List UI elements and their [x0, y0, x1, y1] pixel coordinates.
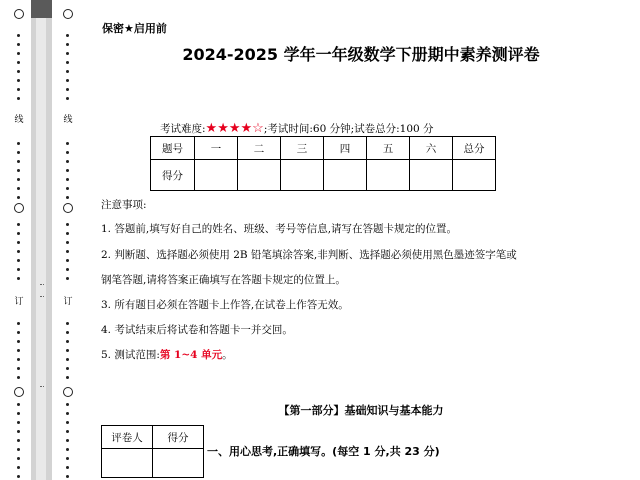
cut-line-dot	[66, 349, 69, 352]
score-cell	[367, 160, 410, 191]
cut-line-dot	[17, 250, 20, 253]
cut-line-dot	[66, 52, 69, 55]
cut-line-inner	[63, 0, 73, 480]
cut-line-dot	[17, 259, 20, 262]
score-cell	[238, 160, 281, 191]
margin-label-line-outer: 线	[13, 112, 25, 125]
page-title: 2024-2025 学年一年级数学下册期中素养测评卷	[182, 45, 540, 64]
cut-line-dot	[17, 367, 20, 370]
cut-line-dot	[66, 277, 69, 280]
cut-line-dot	[17, 475, 20, 478]
note-item: 3. 所有题目必须在答题卡上作答,在试卷上作答无效。	[101, 299, 349, 311]
cut-line-dot	[17, 358, 20, 361]
cut-line-dot	[17, 322, 20, 325]
cut-line-dot	[17, 466, 20, 469]
cut-line-dot	[66, 421, 69, 424]
cut-line-dot	[66, 160, 69, 163]
confidential-label: 保密★启用前	[102, 22, 167, 35]
cut-line-dot	[17, 196, 20, 199]
cut-line-dot	[17, 160, 20, 163]
margin-mark	[40, 296, 44, 299]
cut-line-dot	[66, 367, 69, 370]
cut-line-dot	[66, 331, 69, 334]
cut-line-dot	[66, 169, 69, 172]
cut-line-dot	[17, 376, 20, 379]
cut-line-dot	[66, 439, 69, 442]
grader-header-row	[102, 426, 204, 449]
cut-line-dot	[17, 232, 20, 235]
cut-line-dot	[66, 475, 69, 478]
cut-line-dot	[66, 340, 69, 343]
cut-line-dot	[66, 376, 69, 379]
cut-line-dot	[66, 223, 69, 226]
margin-mark	[40, 284, 44, 287]
cut-line-dot	[17, 52, 20, 55]
score-header-cell: 题号	[151, 137, 195, 160]
cut-line-dot	[66, 88, 69, 91]
cut-line-dot	[17, 412, 20, 415]
note-range-suffix: 。	[222, 349, 233, 361]
grader-blank-row	[102, 449, 204, 478]
cut-line-dot	[17, 61, 20, 64]
cut-line-dot	[17, 268, 20, 271]
cut-line-outer	[14, 0, 24, 480]
score-cell	[324, 160, 367, 191]
cut-line-dot	[66, 403, 69, 406]
cut-line-dot	[66, 97, 69, 100]
cut-line-dot	[66, 250, 69, 253]
cut-line-dot	[17, 43, 20, 46]
cut-line-dot	[66, 79, 69, 82]
margin-mark	[40, 386, 44, 389]
grader-table	[101, 425, 204, 478]
question-heading: 一、用心思考,正确填写。(每空 1 分,共 23 分)	[207, 445, 440, 458]
binding-hole-icon	[63, 203, 73, 213]
cut-line-dot	[17, 169, 20, 172]
cut-line-dot	[17, 241, 20, 244]
note-item-range	[101, 347, 233, 362]
score-cell	[195, 160, 238, 191]
cut-line-dot	[17, 88, 20, 91]
margin-label-bind-outer: 订	[13, 294, 25, 307]
grader-header-cell: 评卷人	[102, 426, 153, 449]
cut-line-dot	[66, 196, 69, 199]
cut-line-dot	[17, 340, 20, 343]
binding-hole-icon	[14, 9, 24, 19]
grader-header-cell: 得分	[153, 426, 204, 449]
margin-stripe-inner	[36, 18, 46, 480]
cut-line-dot	[66, 322, 69, 325]
exam-info	[160, 121, 434, 136]
binding-hole-icon	[14, 387, 24, 397]
note-range-value: 第 1~4 单元	[159, 349, 223, 361]
grader-cell	[102, 449, 153, 478]
cut-line-dot	[66, 259, 69, 262]
cut-line-dot	[66, 448, 69, 451]
note-range-prefix: 5. 测试范围:	[101, 349, 160, 361]
margin-stripe-dark	[31, 0, 52, 18]
cut-line-dot	[17, 34, 20, 37]
cut-line-dot	[66, 70, 69, 73]
cut-line-dot	[17, 448, 20, 451]
score-header-cell: 一	[195, 137, 238, 160]
score-header-cell: 总分	[453, 137, 496, 160]
cut-line-dot	[66, 268, 69, 271]
score-table	[150, 136, 496, 191]
cut-line-dot	[66, 457, 69, 460]
cut-line-dot	[17, 79, 20, 82]
score-header-cell: 三	[281, 137, 324, 160]
cut-line-dot	[17, 142, 20, 145]
cut-line-dot	[17, 187, 20, 190]
binding-margin	[0, 0, 82, 480]
cut-line-dot	[66, 466, 69, 469]
score-cell	[453, 160, 496, 191]
binding-hole-icon	[63, 9, 73, 19]
cut-line-dot	[17, 457, 20, 460]
note-item: 1. 答题前,填写好自己的姓名、班级、考号等信息,请写在答题卡规定的位置。	[101, 223, 458, 235]
difficulty-stars	[206, 121, 264, 136]
cut-line-dot	[66, 232, 69, 235]
cut-line-dot	[17, 70, 20, 73]
note-item: 2. 判断题、选择题必须使用 2B 铅笔填涂答案,非判断、选择题必须使用黑色墨迹签字笔或	[101, 249, 517, 261]
cut-line-dot	[17, 178, 20, 181]
cut-line-dot	[66, 151, 69, 154]
grader-cell	[153, 449, 204, 478]
score-header-cell: 六	[410, 137, 453, 160]
cut-line-dot	[17, 277, 20, 280]
note-item: 4. 考试结束后将试卷和答题卡一并交回。	[101, 324, 293, 336]
margin-label-bind-inner: 订	[62, 294, 74, 307]
cut-line-dot	[17, 421, 20, 424]
cut-line-dot	[66, 34, 69, 37]
star-empty-icon: ☆	[252, 121, 264, 136]
score-table-header-row	[151, 137, 496, 160]
cut-line-dot	[17, 439, 20, 442]
score-cell	[410, 160, 453, 191]
star-filled-icon: ★★★★	[205, 121, 253, 136]
notes-heading: 注意事项:	[101, 199, 147, 211]
score-row-label: 得分	[151, 160, 195, 191]
cut-line-dot	[66, 430, 69, 433]
cut-line-dot	[17, 403, 20, 406]
cut-line-dot	[66, 142, 69, 145]
score-header-cell: 四	[324, 137, 367, 160]
cut-line-dot	[17, 151, 20, 154]
cut-line-dot	[17, 430, 20, 433]
cut-line-dot	[66, 187, 69, 190]
section-title: 【第一部分】基础知识与基本能力	[278, 404, 444, 417]
score-header-cell: 二	[238, 137, 281, 160]
margin-label-line-inner: 线	[62, 112, 74, 125]
score-cell	[281, 160, 324, 191]
score-table-score-row	[151, 160, 496, 191]
cut-line-dot	[66, 43, 69, 46]
difficulty-label: 考试难度:	[160, 123, 206, 135]
cut-line-dot	[17, 331, 20, 334]
cut-line-dot	[66, 178, 69, 181]
score-header-cell: 五	[367, 137, 410, 160]
cut-line-dot	[66, 412, 69, 415]
cut-line-dot	[17, 97, 20, 100]
note-item: 钢笔答题,请将答案正确填写在答题卡规定的位置上。	[101, 274, 346, 286]
cut-line-dot	[66, 61, 69, 64]
exam-time-total: ;考试时间:60 分钟;试卷总分:100 分	[263, 123, 434, 135]
binding-hole-icon	[63, 387, 73, 397]
binding-hole-icon	[14, 203, 24, 213]
cut-line-dot	[66, 241, 69, 244]
cut-line-dot	[17, 223, 20, 226]
cut-line-dot	[66, 358, 69, 361]
cut-line-dot	[17, 349, 20, 352]
